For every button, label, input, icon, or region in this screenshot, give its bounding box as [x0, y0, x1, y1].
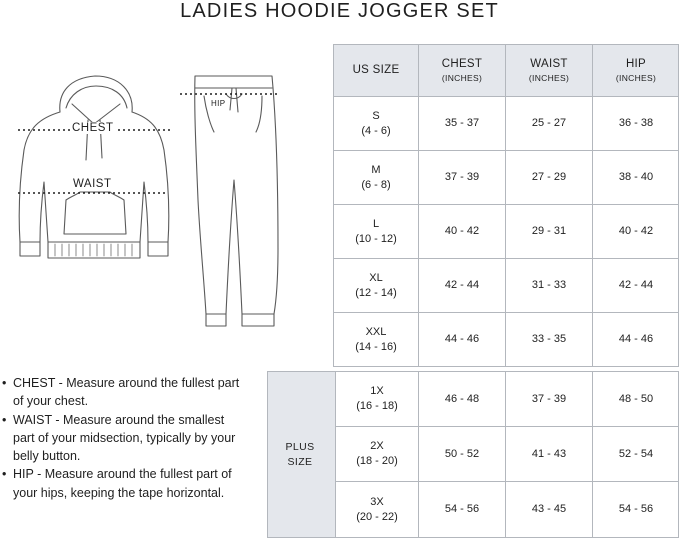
grid-line	[267, 537, 679, 538]
note-hip: • HIP - Measure around the fullest part of your hips, keeping the tape horizontal.	[0, 465, 240, 502]
table-cell-hip: 38 - 40	[593, 151, 679, 204]
grid-line	[418, 44, 419, 367]
plus-size-label: PLUS SIZE	[285, 441, 315, 468]
header-us-size: US SIZE	[334, 45, 418, 96]
table-cell-hip: 40 - 42	[593, 205, 679, 258]
grid-line	[505, 44, 506, 367]
note-waist: • WAIST - Measure around the smallest part of your midsection, typically by your belly button.	[0, 411, 240, 466]
table-row-1x-size: 1X (16 - 18)	[336, 372, 418, 426]
note-chest: • CHEST - Measure around the fullest part of your chest.	[0, 374, 240, 411]
grid-line	[333, 204, 679, 205]
table-row-l-size: L (10 - 12)	[334, 205, 418, 258]
table-row-2x-size: 2X (18 - 20)	[336, 427, 418, 481]
table-row-m-size: M (6 - 8)	[334, 151, 418, 204]
table-cell-chest: 40 - 42	[419, 205, 505, 258]
table-cell-hip: 54 - 56	[593, 482, 679, 537]
grid-line	[592, 371, 593, 538]
table-cell-hip: 52 - 54	[593, 427, 679, 481]
table-cell-chest: 50 - 52	[419, 427, 505, 481]
grid-line	[333, 366, 679, 367]
grid-line	[505, 371, 506, 538]
grid-line	[335, 481, 679, 482]
grid-line	[335, 371, 336, 538]
table-cell-hip: 42 - 44	[593, 259, 679, 312]
hoodie-jogger-sketch	[0, 50, 290, 340]
table-cell-waist: 33 - 35	[506, 313, 592, 366]
table-cell-chest: 44 - 46	[419, 313, 505, 366]
table-cell-waist: 27 - 29	[506, 151, 592, 204]
table-cell-waist: 43 - 45	[506, 482, 592, 537]
table-cell-hip: 48 - 50	[593, 372, 679, 426]
table-cell-chest: 35 - 37	[419, 97, 505, 150]
hoodie-pocket	[64, 192, 126, 234]
grid-line	[333, 312, 679, 313]
grid-line	[333, 44, 334, 367]
table-row-3x-size: 3X (20 - 22)	[336, 482, 418, 537]
table-cell-hip: 36 - 38	[593, 97, 679, 150]
table-cell-chest: 42 - 44	[419, 259, 505, 312]
table-cell-chest: 54 - 56	[419, 482, 505, 537]
table-row-xxl-size: XXL (14 - 16)	[334, 313, 418, 366]
table-cell-waist: 41 - 43	[506, 427, 592, 481]
grid-line	[333, 44, 679, 45]
hip-label: HIP	[211, 99, 226, 108]
waist-label: WAIST	[73, 178, 112, 190]
grid-line	[592, 44, 593, 367]
table-cell-waist: 29 - 31	[506, 205, 592, 258]
grid-line	[333, 150, 679, 151]
chest-label: CHEST	[72, 122, 114, 134]
header-chest: CHEST (INCHES)	[419, 45, 505, 96]
grid-line	[333, 258, 679, 259]
table-cell-waist: 31 - 33	[506, 259, 592, 312]
grid-line	[333, 96, 679, 97]
table-cell-chest: 37 - 39	[419, 151, 505, 204]
table-cell-waist: 37 - 39	[506, 372, 592, 426]
grid-line	[335, 426, 679, 427]
grid-line	[267, 371, 268, 538]
page-title: LADIES HOODIE JOGGER SET	[180, 0, 499, 22]
table-cell-chest: 46 - 48	[419, 372, 505, 426]
table-row-xl-size: XL (12 - 14)	[334, 259, 418, 312]
grid-line	[418, 371, 419, 538]
grid-line	[267, 371, 679, 372]
header-hip: HIP (INCHES)	[593, 45, 679, 96]
measurement-notes	[0, 374, 240, 502]
table-row-s-size: S (4 - 6)	[334, 97, 418, 150]
table-cell-hip: 44 - 46	[593, 313, 679, 366]
hoodie-hood	[60, 76, 132, 112]
table-cell-waist: 25 - 27	[506, 97, 592, 150]
header-waist: WAIST (INCHES)	[506, 45, 592, 96]
